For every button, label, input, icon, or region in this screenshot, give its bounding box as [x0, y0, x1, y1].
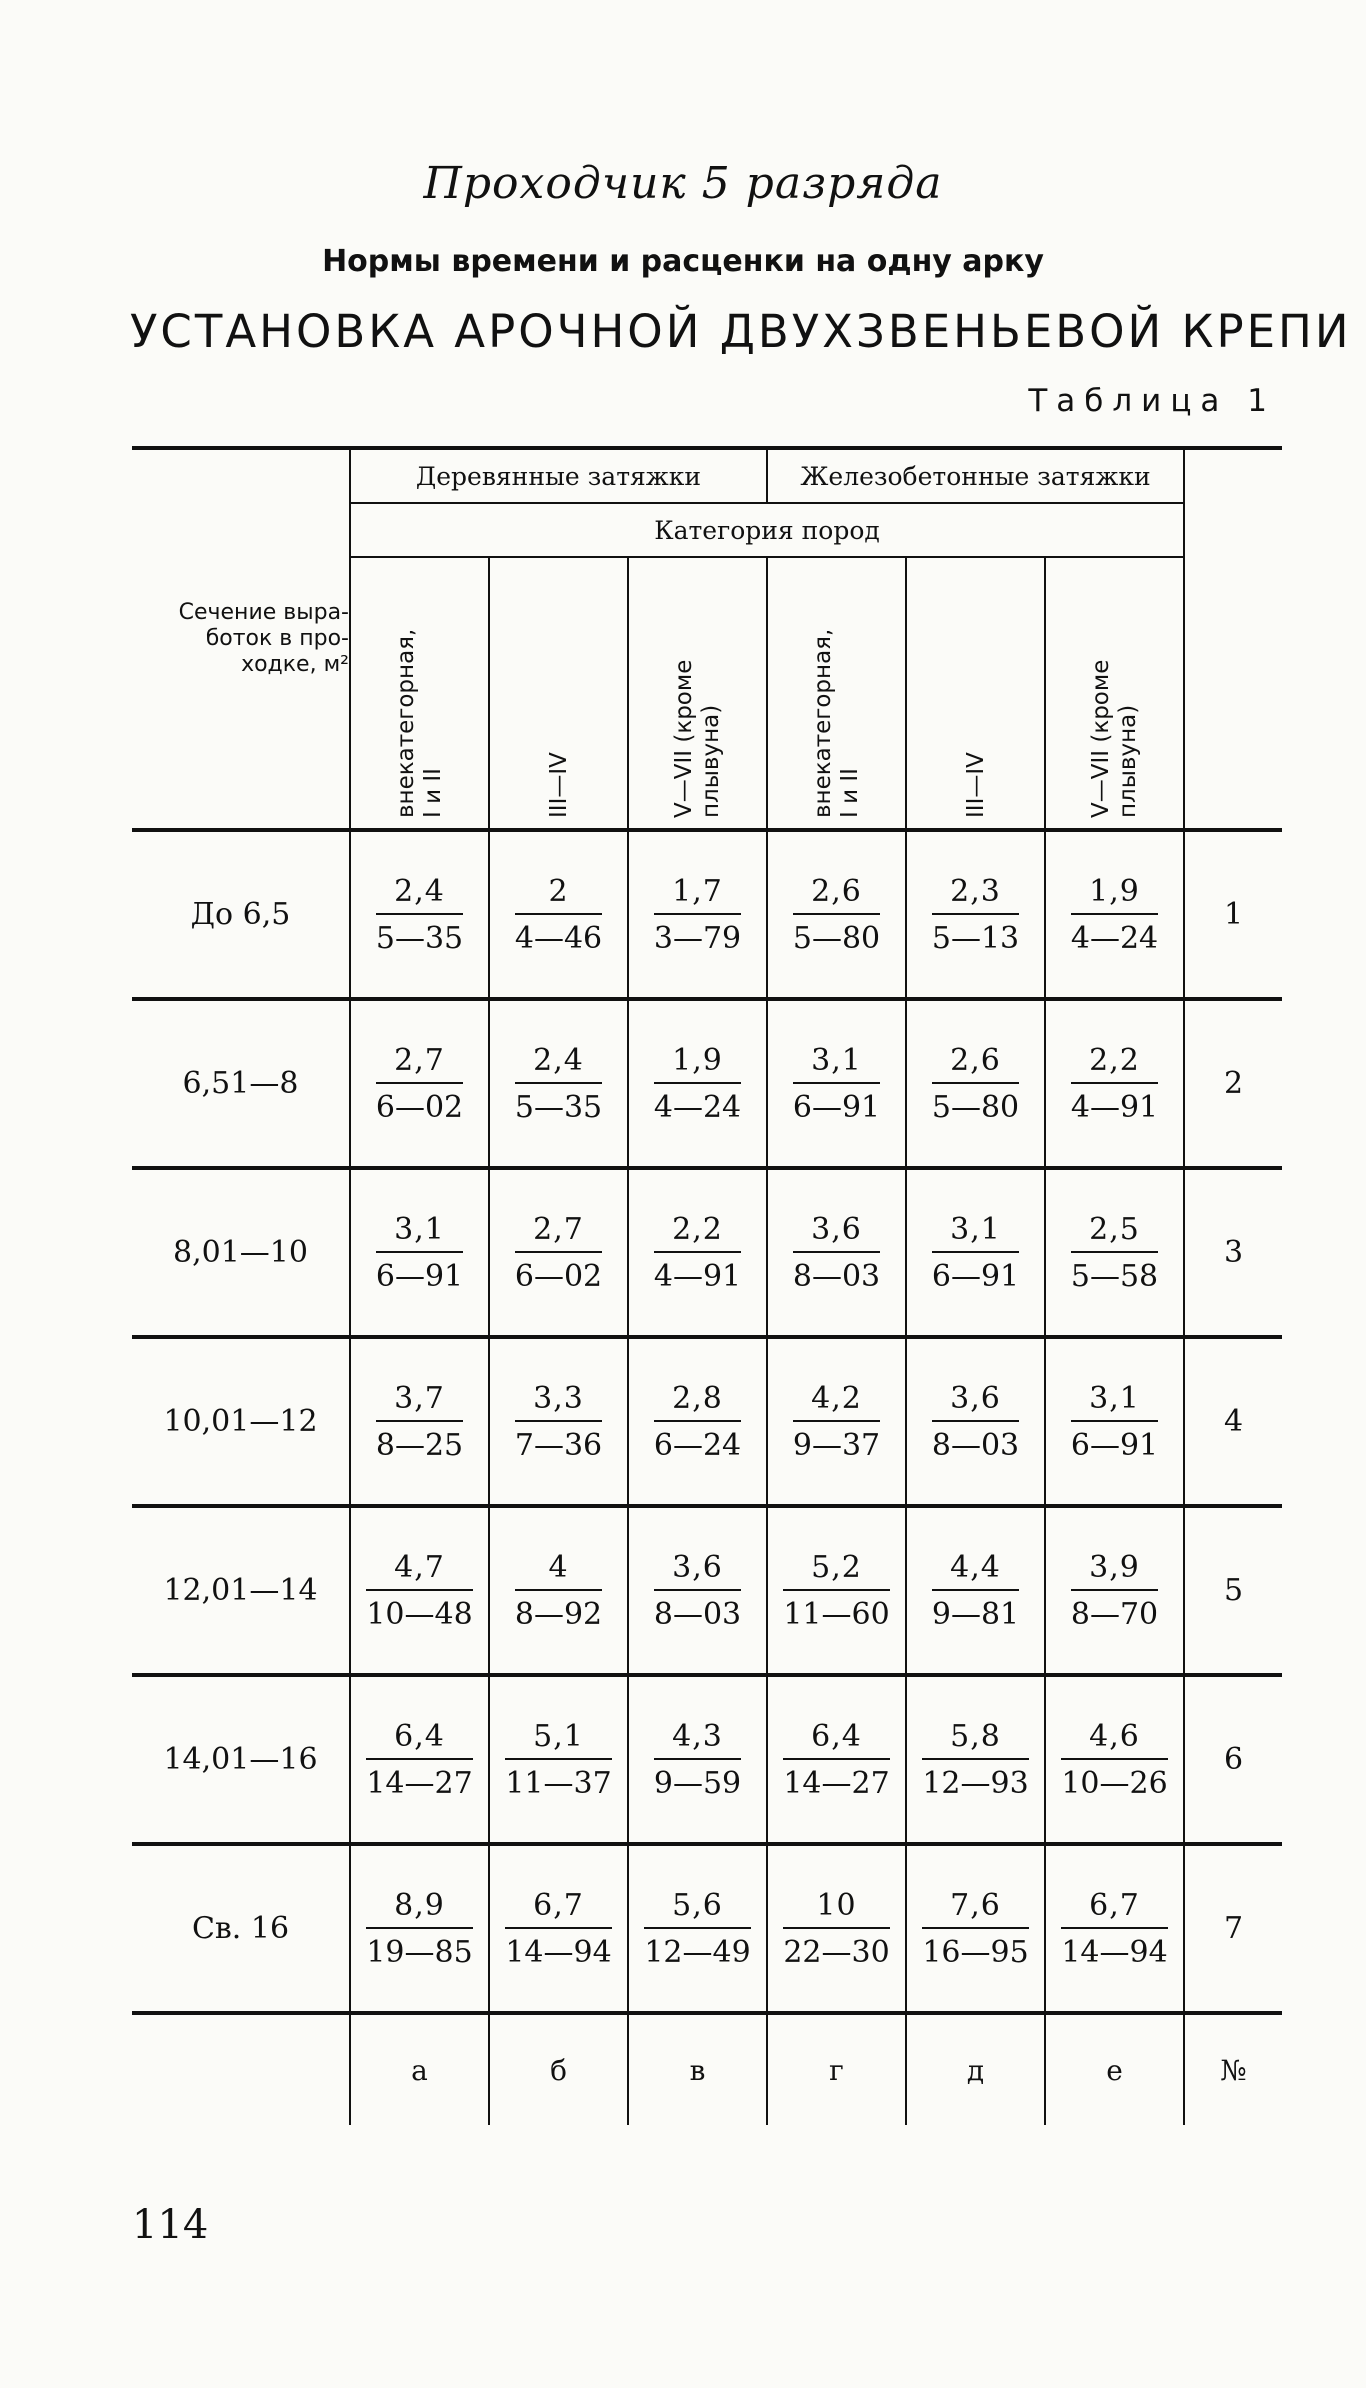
norm-fraction	[932, 1043, 1019, 1125]
subtitle-heading: Нормы времени и расценки на одну арку	[322, 244, 1044, 279]
row-number: 5	[1184, 1506, 1282, 1675]
table-row	[132, 1337, 1282, 1506]
norm-fraction	[1071, 1381, 1158, 1463]
column-header-line: I и II	[836, 768, 863, 818]
table-row	[132, 830, 1282, 999]
time-norm-value: 3,1	[932, 1212, 1019, 1253]
rate-value: 16—95	[922, 1934, 1029, 1970]
norm-fraction	[793, 1212, 880, 1294]
norm-cell	[906, 1675, 1045, 1844]
column-header-5	[906, 557, 1045, 830]
wooden-ties-header: Деревянные затяжки	[350, 448, 767, 503]
norm-cell	[489, 999, 628, 1168]
norm-fraction	[376, 1381, 463, 1463]
norm-cell	[1045, 1168, 1184, 1337]
norm-fraction	[644, 1888, 750, 1970]
rate-value: 22—30	[783, 1934, 890, 1970]
norm-cell	[350, 1506, 489, 1675]
norm-cell	[489, 1337, 628, 1506]
norm-cell	[489, 1844, 628, 2013]
column-header-text	[792, 568, 882, 818]
norm-cell	[628, 999, 767, 1168]
norm-cell	[628, 1168, 767, 1337]
norm-fraction	[932, 1550, 1019, 1632]
norm-fraction	[376, 1212, 463, 1294]
norm-fraction	[366, 1550, 472, 1632]
norm-fraction	[1071, 1043, 1158, 1125]
norm-cell	[1045, 1675, 1184, 1844]
time-norm-value: 5,6	[644, 1888, 750, 1929]
norms-table	[132, 446, 1282, 2125]
main-title: УСТАНОВКА АРОЧНОЙ ДВУХЗВЕНЬЕВОЙ КРЕПИ	[130, 305, 1352, 358]
column-header-line: плывуна)	[697, 704, 724, 818]
time-norm-value: 3,7	[376, 1381, 463, 1422]
norm-fraction	[376, 1043, 463, 1125]
norm-fraction	[1071, 1550, 1158, 1632]
rate-value: 4—24	[653, 1089, 742, 1125]
time-norm-value: 4	[515, 1550, 602, 1591]
norm-fraction	[793, 874, 880, 956]
norm-cell	[489, 1506, 628, 1675]
rate-value: 6—91	[931, 1258, 1020, 1294]
time-norm-value: 5,8	[922, 1719, 1028, 1760]
norm-cell	[628, 830, 767, 999]
time-norm-value: 2,4	[515, 1043, 602, 1084]
rate-value: 5—35	[375, 920, 464, 956]
rate-value: 8—03	[653, 1596, 742, 1632]
column-header-text	[653, 568, 743, 818]
time-norm-value: 2,4	[376, 874, 463, 915]
section-size-label: 14,01—16	[132, 1675, 350, 1844]
norm-cell	[1045, 1506, 1184, 1675]
time-norm-value: 3,3	[515, 1381, 602, 1422]
column-header-6	[1045, 557, 1184, 830]
column-letter: в	[628, 2013, 767, 2125]
norm-fraction	[1061, 1888, 1167, 1970]
norm-cell	[906, 1844, 1045, 2013]
rate-value: 5—13	[931, 920, 1020, 956]
norm-cell	[767, 1168, 906, 1337]
norm-fraction	[654, 1719, 741, 1801]
norm-fraction	[783, 1550, 889, 1632]
norm-fraction	[515, 1550, 602, 1632]
norm-cell	[1045, 1337, 1184, 1506]
rate-value: 14—27	[366, 1765, 473, 1801]
rate-value: 9—37	[792, 1427, 881, 1463]
row-number: 6	[1184, 1675, 1282, 1844]
norm-fraction	[654, 1550, 741, 1632]
norm-cell	[906, 1337, 1045, 1506]
time-norm-value: 4,7	[366, 1550, 472, 1591]
time-norm-value: 2,3	[932, 874, 1019, 915]
time-norm-value: 4,6	[1061, 1719, 1167, 1760]
rate-value: 14—27	[783, 1765, 890, 1801]
rate-value: 8—25	[375, 1427, 464, 1463]
time-norm-value: 10	[783, 1888, 889, 1929]
column-header-line: V—VII (кроме	[1087, 659, 1114, 818]
rate-value: 8—70	[1070, 1596, 1159, 1632]
column-header-1	[350, 557, 489, 830]
norm-fraction	[515, 1043, 602, 1125]
rate-value: 4—46	[514, 920, 603, 956]
norm-cell	[489, 830, 628, 999]
rate-value: 14—94	[505, 1934, 612, 1970]
norm-cell	[350, 999, 489, 1168]
norm-cell	[350, 1168, 489, 1337]
norm-fraction	[515, 874, 602, 956]
time-norm-value: 3,6	[654, 1550, 741, 1591]
norm-fraction	[932, 874, 1019, 956]
row-number-header-blank	[1184, 448, 1282, 830]
norm-cell	[628, 1844, 767, 2013]
norm-cell	[489, 1168, 628, 1337]
norm-cell	[906, 830, 1045, 999]
column-header-line: III—IV	[962, 752, 988, 818]
rate-value: 6—91	[1070, 1427, 1159, 1463]
norm-cell	[1045, 999, 1184, 1168]
section-size-label: 12,01—14	[132, 1506, 350, 1675]
rate-value: 8—03	[792, 1258, 881, 1294]
rate-value: 4—91	[653, 1258, 742, 1294]
time-norm-value: 6,7	[505, 1888, 611, 1929]
time-norm-value: 2,5	[1071, 1212, 1158, 1253]
column-header-line: плывуна)	[1114, 704, 1141, 818]
time-norm-value: 3,6	[932, 1381, 1019, 1422]
norm-cell	[628, 1337, 767, 1506]
time-norm-value: 3,1	[793, 1043, 880, 1084]
time-norm-value: 6,7	[1061, 1888, 1167, 1929]
norm-fraction	[505, 1888, 611, 1970]
time-norm-value: 3,9	[1071, 1550, 1158, 1591]
concrete-ties-header: Железобетонные затяжки	[767, 448, 1184, 503]
rate-value: 3—79	[653, 920, 742, 956]
norm-cell	[489, 1675, 628, 1844]
norm-cell	[767, 1337, 906, 1506]
norm-fraction	[1061, 1719, 1167, 1801]
column-letter: г	[767, 2013, 906, 2125]
rate-value: 6—91	[375, 1258, 464, 1294]
time-norm-value: 5,2	[783, 1550, 889, 1591]
norm-fraction	[922, 1719, 1028, 1801]
norm-cell	[1045, 830, 1184, 999]
column-letter: б	[489, 2013, 628, 2125]
rate-value: 9—81	[931, 1596, 1020, 1632]
norm-fraction	[932, 1212, 1019, 1294]
section-size-label: До 6,5	[132, 830, 350, 999]
table-row	[132, 1844, 1282, 2013]
table-row	[132, 999, 1282, 1168]
time-norm-value: 3,1	[1071, 1381, 1158, 1422]
rate-value: 8—92	[514, 1596, 603, 1632]
section-size-header: Сечение выра- боток в про- ходке, м²	[178, 600, 349, 677]
time-norm-value: 2,2	[1071, 1043, 1158, 1084]
section-size-label: 8,01—10	[132, 1168, 350, 1337]
section-size-label: Св. 16	[132, 1844, 350, 2013]
column-header-line: внекатегорная,	[392, 628, 419, 818]
rate-value: 19—85	[366, 1934, 473, 1970]
norm-cell	[628, 1506, 767, 1675]
norm-fraction	[515, 1381, 602, 1463]
norm-fraction	[654, 1043, 741, 1125]
rate-value: 6—91	[792, 1089, 881, 1125]
letters-row-blank	[132, 2013, 350, 2125]
rate-value: 10—26	[1061, 1765, 1168, 1801]
column-header-text	[514, 568, 604, 818]
rate-value: 12—49	[644, 1934, 751, 1970]
column-letter: д	[906, 2013, 1045, 2125]
time-norm-value: 2,7	[376, 1043, 463, 1084]
rate-value: 5—35	[514, 1089, 603, 1125]
rate-value: 7—36	[514, 1427, 603, 1463]
norm-cell	[350, 1675, 489, 1844]
column-letters-row	[132, 2013, 1282, 2125]
rate-value: 10—48	[366, 1596, 473, 1632]
norm-cell	[767, 1844, 906, 2013]
time-norm-value: 8,9	[366, 1888, 472, 1929]
norm-fraction	[793, 1381, 880, 1463]
time-norm-value: 3,1	[376, 1212, 463, 1253]
row-number: 2	[1184, 999, 1282, 1168]
norm-cell	[350, 1337, 489, 1506]
column-letter: е	[1045, 2013, 1184, 2125]
norm-fraction	[1071, 874, 1158, 956]
column-header-line: внекатегорная,	[809, 628, 836, 818]
norm-fraction	[793, 1043, 880, 1125]
norm-cell	[906, 999, 1045, 1168]
norm-fraction	[783, 1888, 889, 1970]
column-letter: а	[350, 2013, 489, 2125]
row-number: 1	[1184, 830, 1282, 999]
norm-fraction	[366, 1888, 472, 1970]
column-header-4	[767, 557, 906, 830]
norm-cell	[906, 1506, 1045, 1675]
rate-value: 11—60	[783, 1596, 890, 1632]
table-row	[132, 1675, 1282, 1844]
rock-category-header: Категория пород	[350, 503, 1184, 557]
table-row	[132, 1168, 1282, 1337]
norm-fraction	[376, 874, 463, 956]
time-norm-value: 7,6	[922, 1888, 1028, 1929]
norm-fraction	[515, 1212, 602, 1294]
table-row	[132, 1506, 1282, 1675]
rate-value: 6—24	[653, 1427, 742, 1463]
norm-cell	[767, 830, 906, 999]
page-number: 114	[132, 2202, 209, 2248]
row-number: 7	[1184, 1844, 1282, 2013]
norm-cell	[767, 999, 906, 1168]
column-header-line: III—IV	[545, 752, 571, 818]
time-norm-value: 2,8	[654, 1381, 741, 1422]
rate-value: 5—58	[1070, 1258, 1159, 1294]
norm-cell	[350, 1844, 489, 2013]
norm-cell	[767, 1506, 906, 1675]
time-norm-value: 2,6	[932, 1043, 1019, 1084]
rate-value: 8—03	[931, 1427, 1020, 1463]
norm-fraction	[654, 874, 741, 956]
column-header-text	[931, 568, 1021, 818]
time-norm-value: 4,3	[654, 1719, 741, 1760]
time-norm-value: 3,6	[793, 1212, 880, 1253]
time-norm-value: 5,1	[505, 1719, 611, 1760]
time-norm-value: 2	[515, 874, 602, 915]
norm-cell	[628, 1675, 767, 1844]
time-norm-value: 6,4	[366, 1719, 472, 1760]
time-norm-value: 1,7	[654, 874, 741, 915]
section-size-label: 10,01—12	[132, 1337, 350, 1506]
norm-cell	[906, 1168, 1045, 1337]
column-header-text	[375, 568, 465, 818]
norm-fraction	[932, 1381, 1019, 1463]
rate-value: 9—59	[653, 1765, 742, 1801]
time-norm-value: 2,6	[793, 874, 880, 915]
profession-heading: Проходчик 5 разряда	[423, 158, 943, 209]
column-header-text	[1070, 568, 1160, 818]
norm-fraction	[922, 1888, 1028, 1970]
column-header-line: V—VII (кроме	[670, 659, 697, 818]
time-norm-value: 4,2	[793, 1381, 880, 1422]
rate-value: 5—80	[931, 1089, 1020, 1125]
section-size-label: 6,51—8	[132, 999, 350, 1168]
column-header-3	[628, 557, 767, 830]
column-header-line: I и II	[419, 768, 446, 818]
norm-fraction	[1071, 1212, 1158, 1294]
norm-fraction	[366, 1719, 472, 1801]
rate-value: 6—02	[375, 1089, 464, 1125]
time-norm-value: 6,4	[783, 1719, 889, 1760]
rate-value: 4—24	[1070, 920, 1159, 956]
row-number: 3	[1184, 1168, 1282, 1337]
number-symbol: №	[1184, 2013, 1282, 2125]
rate-value: 6—02	[514, 1258, 603, 1294]
table-label: Таблица 1	[1028, 383, 1276, 419]
norm-cell	[350, 830, 489, 999]
norm-cell	[1045, 1844, 1184, 2013]
norm-fraction	[783, 1719, 889, 1801]
rate-value: 5—80	[792, 920, 881, 956]
time-norm-value: 1,9	[1071, 874, 1158, 915]
time-norm-value: 1,9	[654, 1043, 741, 1084]
norm-fraction	[505, 1719, 611, 1801]
norm-fraction	[654, 1212, 741, 1294]
time-norm-value: 2,2	[654, 1212, 741, 1253]
rate-value: 11—37	[505, 1765, 612, 1801]
column-header-2	[489, 557, 628, 830]
norm-fraction	[654, 1381, 741, 1463]
rate-value: 14—94	[1061, 1934, 1168, 1970]
rate-value: 12—93	[922, 1765, 1029, 1801]
rate-value: 4—91	[1070, 1089, 1159, 1125]
row-number: 4	[1184, 1337, 1282, 1506]
time-norm-value: 4,4	[932, 1550, 1019, 1591]
norm-cell	[767, 1675, 906, 1844]
time-norm-value: 2,7	[515, 1212, 602, 1253]
